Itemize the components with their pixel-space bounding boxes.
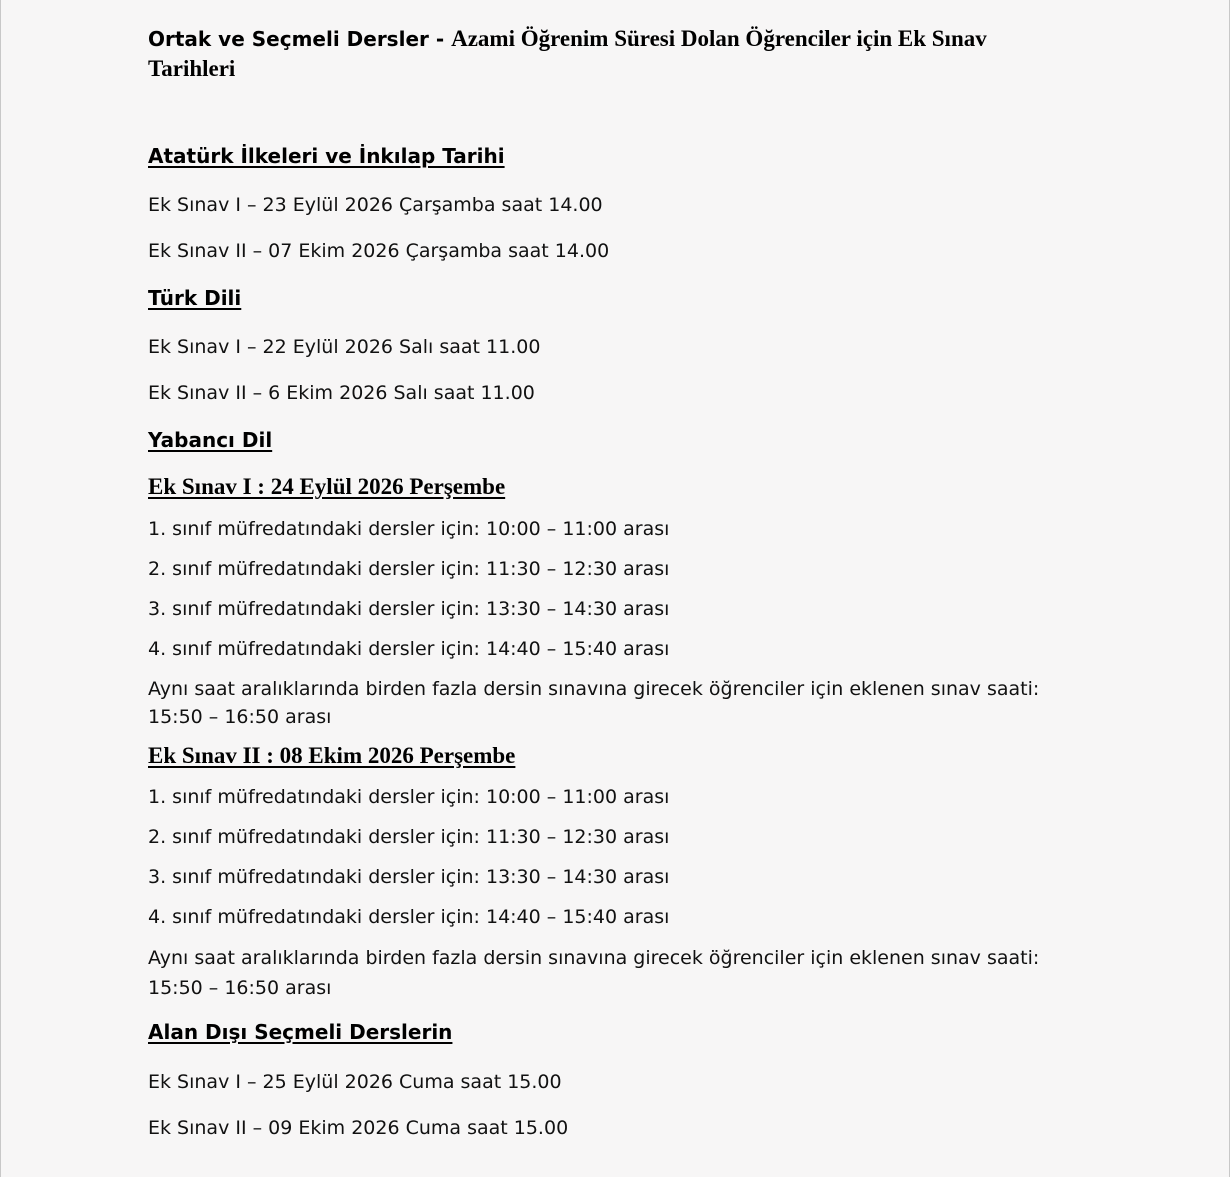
- yabanci-dil-exam-2-row: 4. sınıf müfredatındaki dersler için: 14:40 – 15:40 arası: [148, 906, 670, 928]
- yabanci-dil-exam-2-heading: Ek Sınav II : 08 Ekim 2026 Perşembe: [148, 743, 516, 768]
- section-heading-turk-dili: Türk Dili: [148, 286, 242, 310]
- ataturk-exam-2: Ek Sınav II – 07 Ekim 2026 Çarşamba saat 14.00: [148, 240, 610, 262]
- alan-disi-exam-1: Ek Sınav I – 25 Eylül 2026 Cuma saat 15.00: [148, 1071, 562, 1093]
- yabanci-dil-exam-1-heading: Ek Sınav I : 24 Eylül 2026 Perşembe: [148, 474, 506, 499]
- section-heading-ataturk: Atatürk İlkeleri ve İnkılap Tarihi: [148, 144, 505, 168]
- title-part-1: Ortak ve Seçmeli Dersler -: [148, 27, 452, 51]
- title-part-2: Azami Öğrenim Süresi Dolan Öğrenciler için Ek Sınav Tarihleri: [148, 26, 987, 81]
- section-heading-alan-disi: Alan Dışı Seçmeli Derslerin: [148, 1020, 453, 1044]
- yabanci-dil-exam-1-row: 2. sınıf müfredatındaki dersler için: 11:30 – 12:30 arası: [148, 558, 670, 580]
- ataturk-exam-1: Ek Sınav I – 23 Eylül 2026 Çarşamba saat 14.00: [148, 194, 603, 216]
- yabanci-dil-exam-2-row: 3. sınıf müfredatındaki dersler için: 13:30 – 14:30 arası: [148, 866, 670, 888]
- alan-disi-exam-2: Ek Sınav II – 09 Ekim 2026 Cuma saat 15.00: [148, 1117, 569, 1139]
- yabanci-dil-exam-2-row: 1. sınıf müfredatındaki dersler için: 10:00 – 11:00 arası: [148, 786, 670, 808]
- page-title: [148, 24, 1048, 84]
- yabanci-dil-exam-1-row: 1. sınıf müfredatındaki dersler için: 10:00 – 11:00 arası: [148, 518, 670, 540]
- yabanci-dil-exam-1-row: 3. sınıf müfredatındaki dersler için: 13:30 – 14:30 arası: [148, 598, 670, 620]
- turk-dili-exam-2: Ek Sınav II – 6 Ekim 2026 Salı saat 11.00: [148, 382, 535, 404]
- yabanci-dil-exam-2-note: Aynı saat aralıklarında birden fazla dersin sınavına girecek öğrenciler için eklenen sınav saati: 15:50 – 16:50 arası: [148, 947, 1040, 999]
- yabanci-dil-exam-2-row: 2. sınıf müfredatındaki dersler için: 11:30 – 12:30 arası: [148, 826, 670, 848]
- section-heading-yabanci-dil: Yabancı Dil: [148, 428, 273, 452]
- yabanci-dil-exam-1-row: 4. sınıf müfredatındaki dersler için: 14:40 – 15:40 arası: [148, 638, 670, 660]
- yabanci-dil-exam-1-note: Aynı saat aralıklarında birden fazla dersin sınavına girecek öğrenciler için eklenen sınav saati: 15:50 – 16:50 arası: [148, 678, 1040, 728]
- turk-dili-exam-1: Ek Sınav I – 22 Eylül 2026 Salı saat 11.00: [148, 336, 541, 358]
